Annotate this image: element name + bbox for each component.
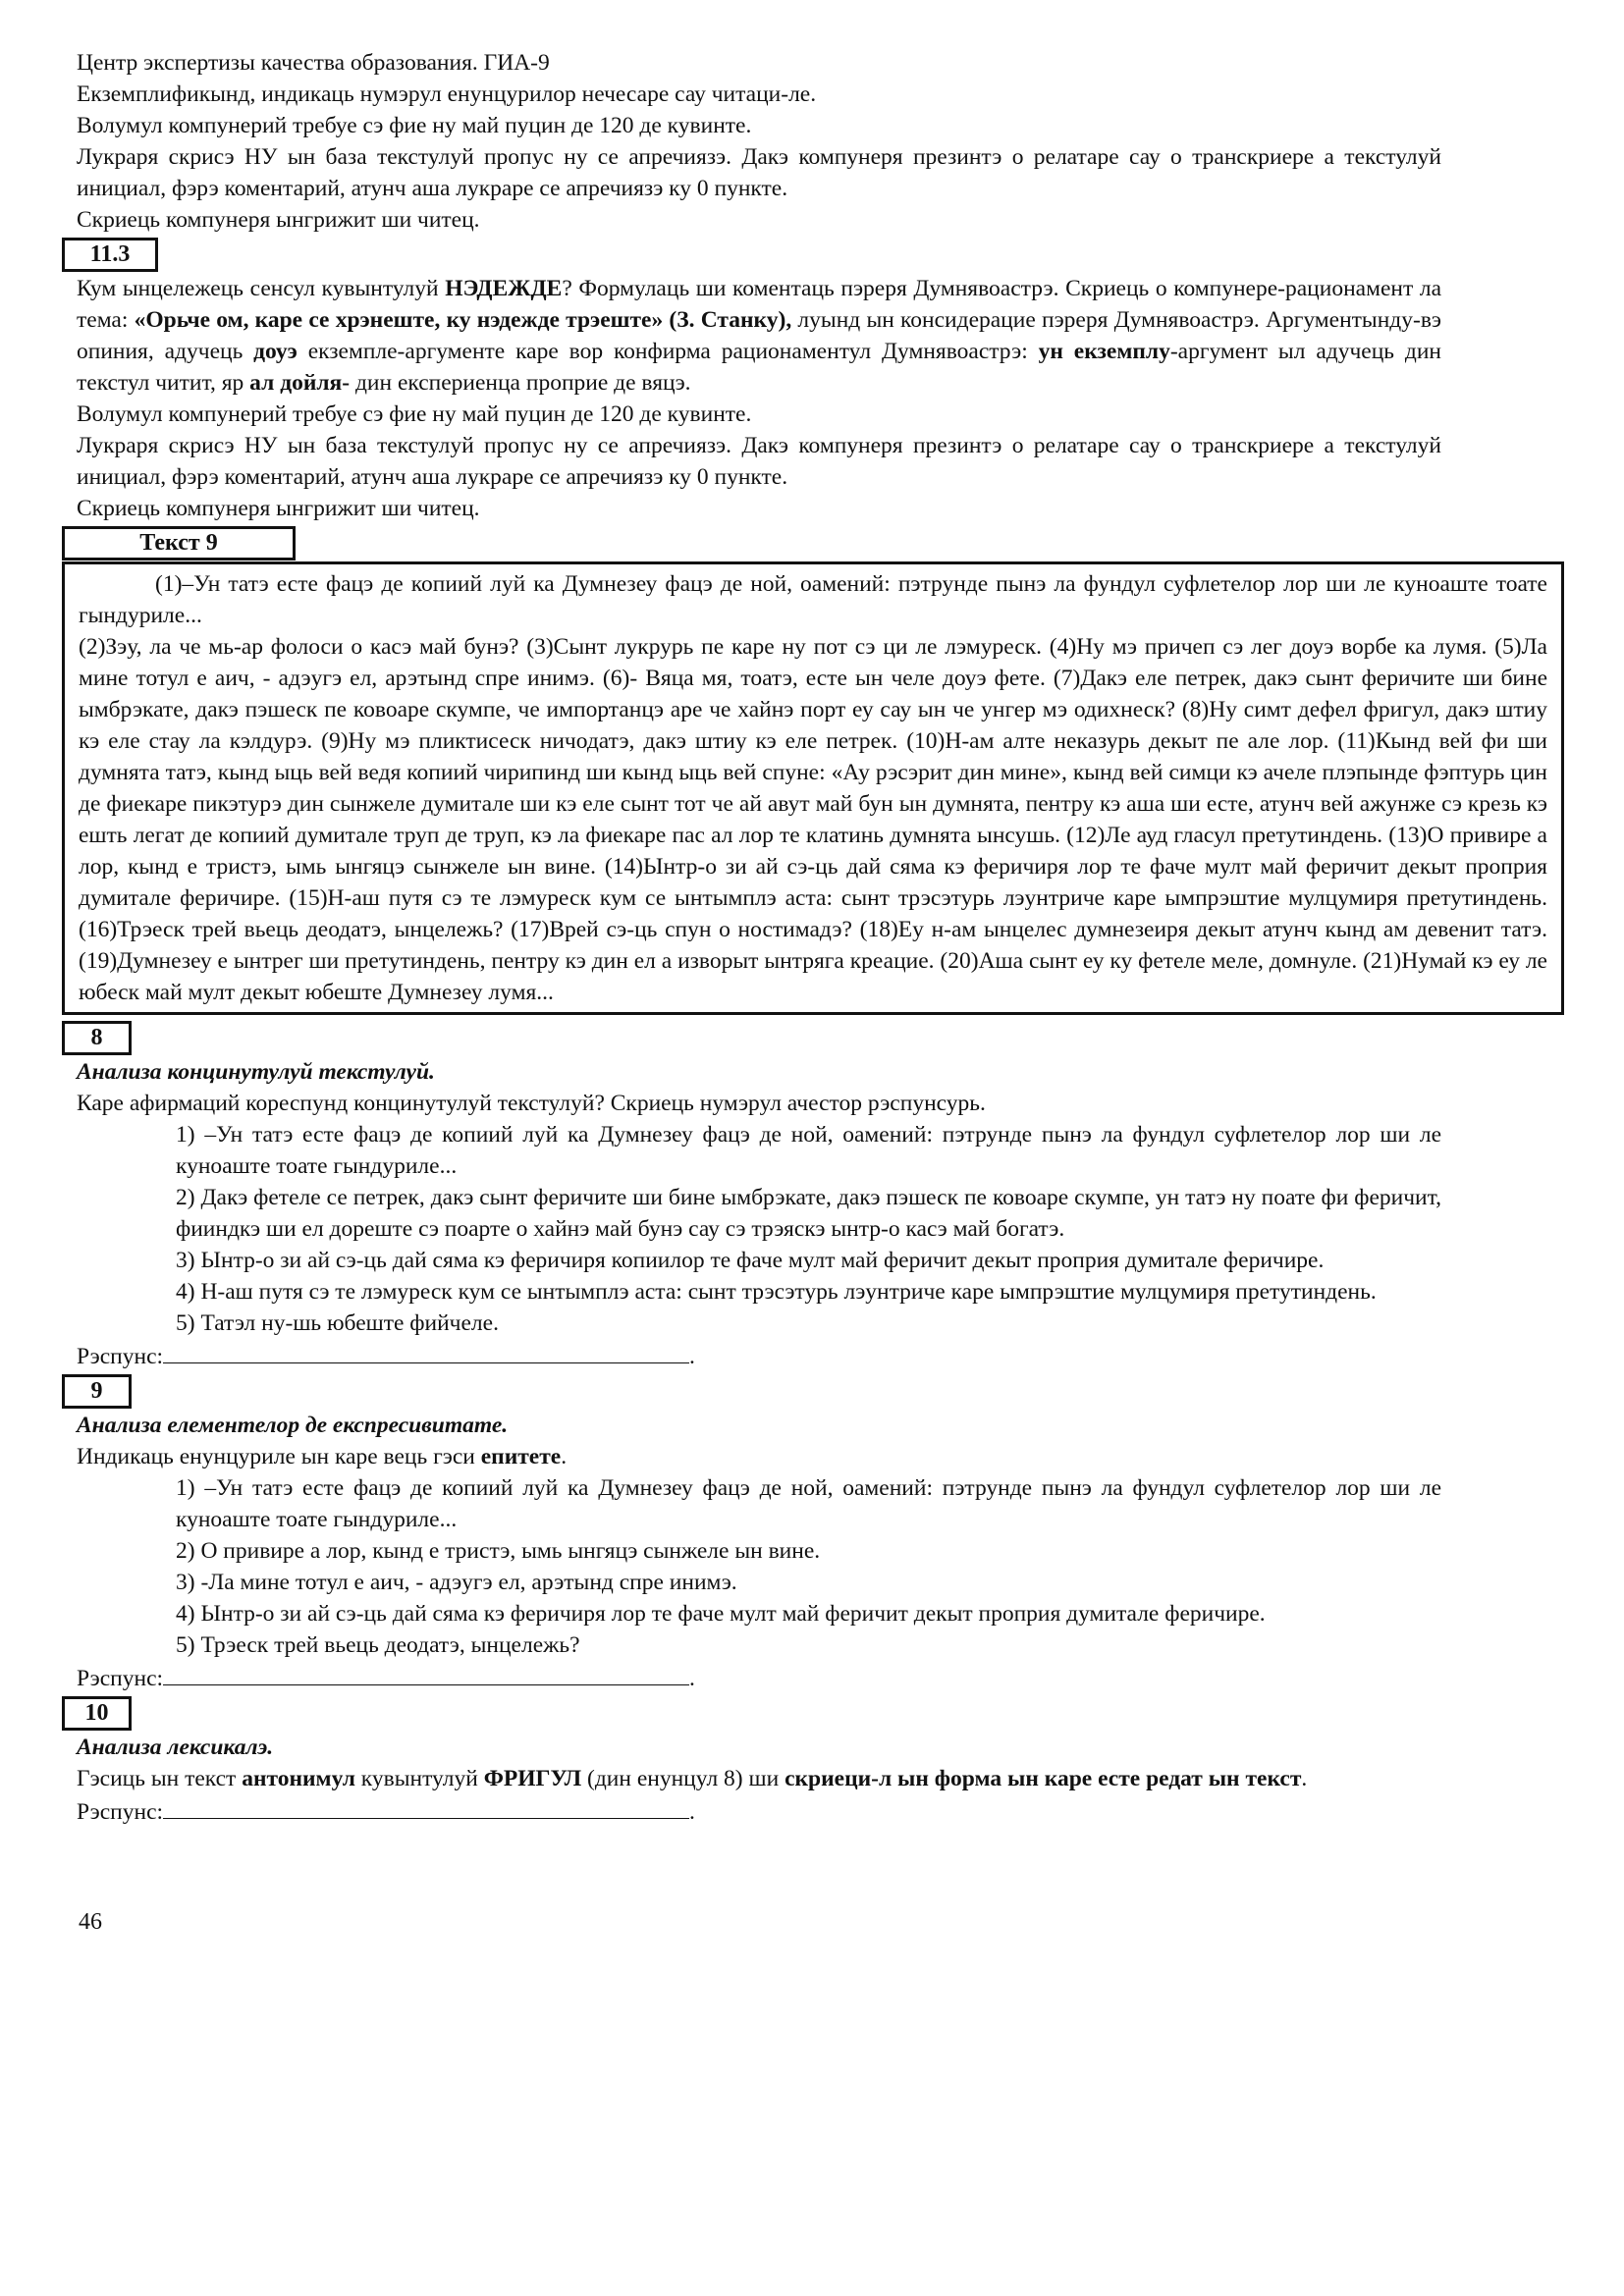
question-text: Гэсиць ын текст [77,1766,243,1791]
keyword: епитете [480,1444,562,1469]
header-line: Лукраря скрисэ НУ ын база текстулуй пропус ну се апречиязэ. Дакэ компунеря презинтэ о релатаре сау о транскриере а текстулуй инициал, фэрэ коментарий, атунч аша лукраре се апречиязэ ку 0 пункте. [77,144,1441,201]
answer-end: . [689,1666,695,1691]
answer-end: . [689,1799,695,1825]
task-question: Каре афирмаций кореспунд концинутулуй текстулуй? Скриець нумэрул ачестор рэспунсурь. [77,1091,986,1116]
task-10-section [77,1732,1441,1828]
task-heading: Анализа концинутулуй текстулуй. [77,1059,435,1085]
question-text: ? Формулаць ши коментаць пэреря Думнявоастрэ. Скриець о компунере-рационамент ла тема: [77,276,1441,333]
answer-option: 2) О привире а лор, кынд е тристэ, ымь ынгяцэ сынжеле ын вине. [176,1538,821,1564]
task-question [77,1763,1441,1794]
answer-row [77,1339,1441,1372]
page-number: 46 [79,1909,102,1935]
header-org: Центр экспертизы качества образования. ГИА-9 [77,50,550,76]
task-9-section [77,1410,1441,1694]
answer-end: . [689,1344,695,1369]
instruction-line: Волумул компунерий требуе сэ фие ну май пуцин де 120 де кувинте. [77,401,752,427]
question-text: . [1301,1766,1308,1791]
answer-label: Рэспунс: [77,1666,164,1691]
task-heading: Анализа елементелор де експресивитате. [77,1413,509,1438]
task-number-box: 8 [62,1021,132,1055]
task-question [77,1441,1441,1472]
question-text: Индикаць енунцуриле ын каре вець гэси [77,1444,481,1469]
text-paragraph: (2)Зэу, ла че мь-ар фолоси о касэ май бунэ? (3)Сынт лукрурь пе каре ну пот сэ ци ле лэмуреск. (4)Ну мэ причеп сэ лег доуэ ворбе ка лумя. (5)Ла мине тотул е аич, - адэугэ ел, арэтынд спре инимэ. (6)- Вяца мя, тоатэ, есте ын челе доуэ фете. (7)Дакэ еле петрек, дакэ сынт феричите ши бине ымбрэкате, дакэ пэшеск пе ковоаре скумпе, че импортанцэ аре че хайнэ порт еу сау ын че унгер мэ одихнеск? (8)Ну симт дефел фригул, дакэ штиу кэ еле стау ла кэлдурэ. (9)Ну мэ пликтисеск ничодатэ, дакэ штиу кэ еле петрек. (10)Н-ам алте неказурь декыт пе але лор. (11)Кынд вей фи ши думнята татэ, кынд ыць вей ведя копиий чирипинд ши кынд ыць вей спуне: «Ау рэсэрит дин мине», кынд вей симци кэ ачеле плэпынде фэптурь цин де фиекаре пикэтурэ дин сынжеле думитале ши кэ еле сынт тот че ай авут май бун ын думнята, пентру кэ аша ши есте, атунч вей ажунже сэ крезь кэ ешть легат де копиий думитале труп де труп, кэ ла фиекаре пас ал лор те клатинь думнята ынсушь. (12)Ле ауд гласул претутиндень. (13)О привире а лор, кынд е тристэ, ымь ынгяцэ сынжеле ын вине. (14)Ынтр-о зи ай сэ-ць дай сяма кэ феричиря лор те фаче мулт май феричит декыт проприя думитале феричире. (15)Н-аш путя сэ те лэмуреск кум се ынтымплэ аста: сынт трэсэтурь лэунтриче каре ымпрэштие мулцумиря претутиндень. (16)Трэеск трей вьець деодатэ, ынцележь? (17)Врей сэ-ць спун о ностимадэ? (18)Еу н-ам ынцелес думнезеиря декыт атунч кынд ам девенит татэ. (19)Думнезеу е ынтрег ши претутиндень, пентру кэ дин ел а изворыт ынтряга креацие. (20)Аша сынт еу ку фетеле меле, домнуле. (21)Нумай кэ еу ле юбеск май мулт декыт юбеште Думнезеу лумя... [79,634,1547,1005]
text-paragraph: (1)–Ун татэ есте фацэ де копиий луй ка Думнезеу фацэ де ной, оамений: пэтрунде пынэ ла фундул суфлетелор лор ши ле куноаште тоате гындуриле... [79,571,1547,628]
answer-option: 4) Н-аш путя сэ те лэмуреск кум се ынтымплэ аста: сынт трэсэтурь лэунтриче каре ымпрэштие мулцумиря претутиндень. [176,1279,1377,1305]
keyword: скриеци-л ын форма ын каре есте редат ын текст [785,1766,1302,1791]
answer-option: 1) –Ун татэ есте фацэ де копиий луй ка Думнезеу фацэ де ной, оамений: пэтрунде пынэ ла фундул суфлетелор лор ши ле куноаште тоате гындуриле... [176,1475,1441,1532]
keyword: ун екземплу [1038,339,1170,364]
answer-row [77,1794,1441,1828]
keyword: доуэ [253,339,298,364]
answer-option: 5) Трэеск трей вьець деодатэ, ынцележь? [176,1632,580,1658]
answer-option: 1) –Ун татэ есте фацэ де копиий луй ка Думнезеу фацэ де ной, оамений: пэтрунде пынэ ла фундул суфлетелор лор ши ле куноаште тоате гындуриле... [176,1122,1441,1179]
task-8-section [77,1056,1441,1372]
quote: «Орьче ом, каре се хрэнеште, ку нэдежде трэеште» (З. Станку), [134,307,792,333]
instruction-line: Лукраря скрисэ НУ ын база текстулуй пропус ну се апречиязэ. Дакэ компунеря презинтэ о релатаре сау о транскриере а текстулуй инициал, фэрэ коментарий, атунч аша лукраре се апречиязэ ку 0 пункте. [77,433,1441,490]
task-heading: Анализа лексикалэ. [77,1735,274,1760]
task-11-3-section [77,273,1441,524]
question-text: дин експериенца проприе де вяцэ. [350,370,691,396]
keyword: НЭДЕЖДЕ [445,276,563,301]
task-number-box: 11.3 [62,238,158,272]
answer-option: 3) -Ла мине тотул е аич, - адэугэ ел, арэтынд спре инимэ. [176,1570,737,1595]
question-text: -аргумент ыл адучець дин текстул читит, яр [77,339,1441,396]
task-11-3-question [77,273,1441,399]
question-text: екземпле-аргументе каре вор конфирма рационаментул Думнявоастрэ: [297,339,1039,364]
question-text: кувынтулуй [354,1766,484,1791]
task-number-box: 10 [62,1696,132,1731]
answer-field[interactable] [163,1661,689,1685]
reading-text-box [62,561,1564,1015]
header-section [77,47,1441,236]
question-text: Кум ынцележець сенсул кувынтулуй [77,276,446,301]
keyword: антонимул [242,1766,355,1791]
answer-label: Рэспунс: [77,1799,164,1825]
answer-row [77,1661,1441,1694]
answer-label: Рэспунс: [77,1344,164,1369]
answer-field[interactable] [163,1339,689,1363]
question-text: (дин енунцул 8) ши [581,1766,785,1791]
header-line: Скриець компунеря ынгрижит ши читец. [77,207,480,233]
question-text: луынд ын консидерацие пэреря Думнявоастрэ. Аргументынду-вэ опиния, адучець [77,307,1441,364]
answer-field[interactable] [163,1794,689,1819]
question-text: . [561,1444,568,1469]
keyword: ал дойля- [249,370,351,396]
text-title-box: Текст 9 [62,526,296,561]
header-line: Волумул компунерий требуе сэ фие ну май пуцин де 120 де кувинте. [77,113,752,138]
answer-option: 4) Ынтр-о зи ай сэ-ць дай сяма кэ феричиря лор те фаче мулт май феричит декыт проприя думитале феричире. [176,1601,1266,1627]
task-number-box: 9 [62,1374,132,1409]
answer-option: 2) Дакэ фетеле се петрек, дакэ сынт феричите ши бине ымбрэкате, дакэ пэшеск пе ковоаре скумпе, ун татэ ну поате фи феричит, фииндкэ ши ел дореште сэ поарте о хайнэ май бунэ сау сэ трэяскэ ынтр-о касэ май богатэ. [176,1185,1441,1242]
keyword: ФРИГУЛ [483,1766,582,1791]
instruction-line: Скриець компунеря ынгрижит ши читец. [77,496,480,521]
header-line: Екземплификынд, индикаць нумэрул енунцурилор нечесаре сау читаци-ле. [77,81,817,107]
answer-option: 3) Ынтр-о зи ай сэ-ць дай сяма кэ феричиря копиилор те фаче мулт май феричит декыт проприя думитале феричире. [176,1248,1325,1273]
answer-option: 5) Татэл ну-шь юбеште фийчеле. [176,1310,499,1336]
